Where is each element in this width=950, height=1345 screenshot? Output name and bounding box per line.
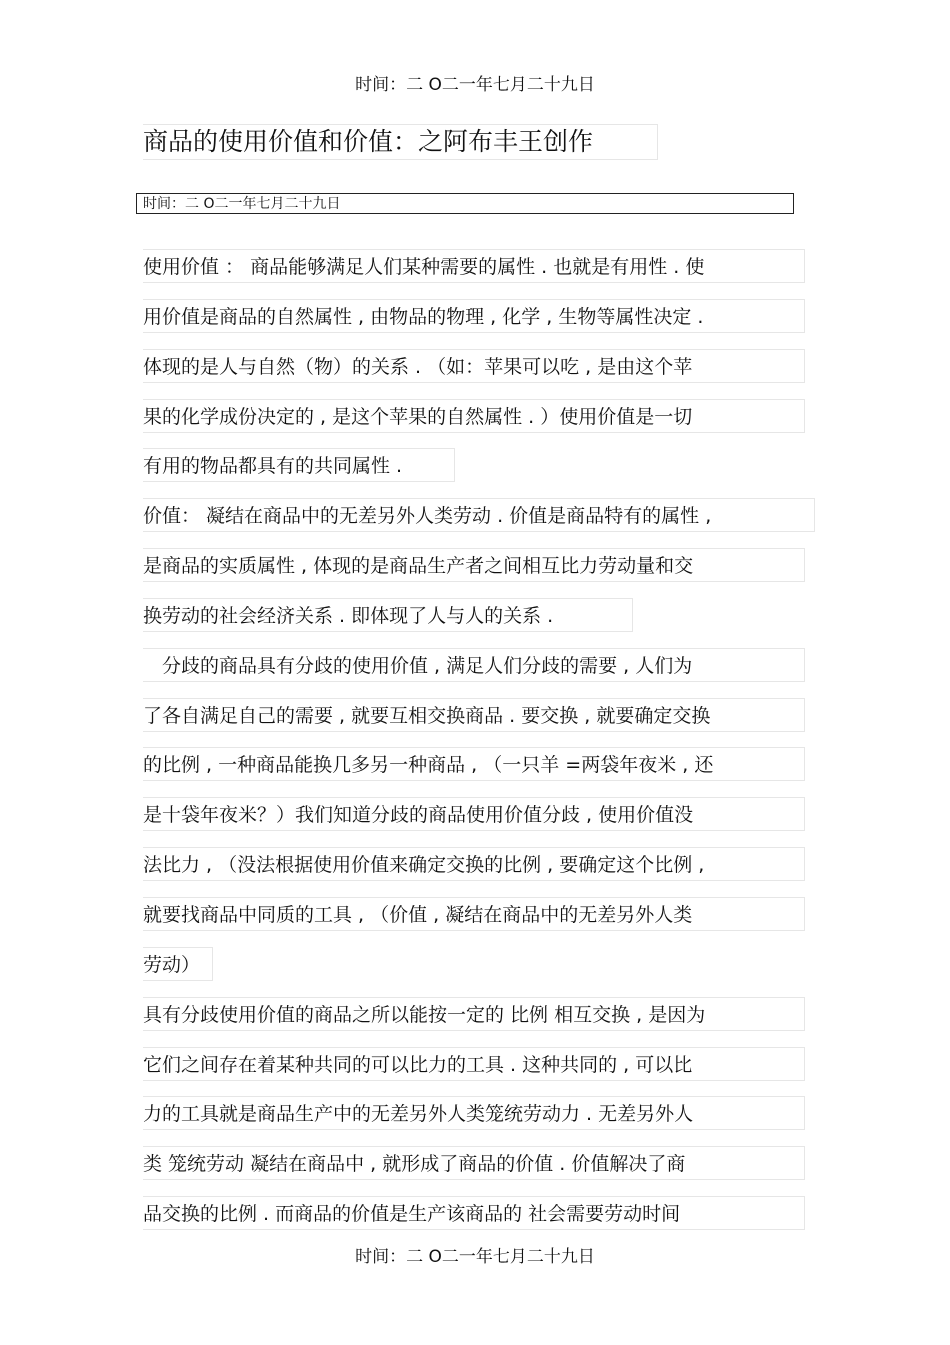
text-line: 用价值是商品的自然属性 , 由物品的物理 , 化学 , 生物等属性决定 . [143, 299, 805, 333]
text-line: 价值： 凝结在商品中的无差另外人类劳动 . 价值是商品特有的属性 , [143, 498, 815, 532]
text-line: 有用的物品都具有的共同属性 . [143, 448, 455, 482]
text-line: 力的工具就是商品生产中的无差另外人类笼统劳动力 . 无差另外人 [143, 1096, 805, 1130]
text-line: 它们之间存在着某种共同的可以比力的工具 . 这种共同的 , 可以比 [143, 1047, 805, 1081]
text-line: 是商品的实质属性 , 体现的是商品生产者之间相互比力劳动量和交 [143, 548, 805, 582]
document-title: 商品的使用价值和价值：之阿布丰王创作 [143, 124, 658, 160]
text-line: 果的化学成份决定的 , 是这个苹果的自然属性 . ）使用价值是一切 [143, 399, 805, 433]
text-line: 劳动） [143, 947, 213, 981]
page-header-time: 时间：二 O二一年七月二十九日 [355, 75, 595, 95]
text-line: 换劳动的社会经济关系 . 即体现了人与人的关系 . [143, 598, 633, 632]
text-line: 了各自满足自己的需要 , 就要互相交换商品 . 要交换 , 就要确定交换 [143, 698, 805, 732]
text-line: 的比例 , 一种商品能换几多另一种商品 , （一只羊 =两袋年夜米 , 还 [143, 747, 805, 781]
text-line: 体现的是人与自然（物）的关系 . （如：苹果可以吃 , 是由这个苹 [143, 349, 805, 383]
document-body [143, 249, 813, 1246]
page-footer-time: 时间：二 O二一年七月二十九日 [355, 1247, 595, 1267]
text-line: 是十袋年夜米？）我们知道分歧的商品使用价值分歧 , 使用价值没 [143, 797, 805, 831]
text-line: 类 笼统劳动 凝结在商品中 , 就形成了商品的价值 . 价值解决了商 [143, 1146, 805, 1180]
text-line: 分歧的商品具有分歧的使用价值 , 满足人们分歧的需要 , 人们为 [143, 648, 805, 682]
text-line: 品交换的比例 . 而商品的价值是生产该商品的 社会需要劳动时间 [143, 1196, 805, 1230]
text-line: 使用价值 ： 商品能够满足人们某种需要的属性 . 也就是有用性 . 使 [143, 249, 805, 283]
text-line: 具有分歧使用价值的商品之所以能按一定的 比例 相互交换 , 是因为 [143, 997, 805, 1031]
subheader-time-box: 时间：二 O二一年七月二十九日 [136, 193, 794, 214]
text-line: 就要找商品中同质的工具 , （价值 , 凝结在商品中的无差另外人类 [143, 897, 805, 931]
text-line: 法比力 , （没法根据使用价值来确定交换的比例 , 要确定这个比例 , [143, 847, 805, 881]
